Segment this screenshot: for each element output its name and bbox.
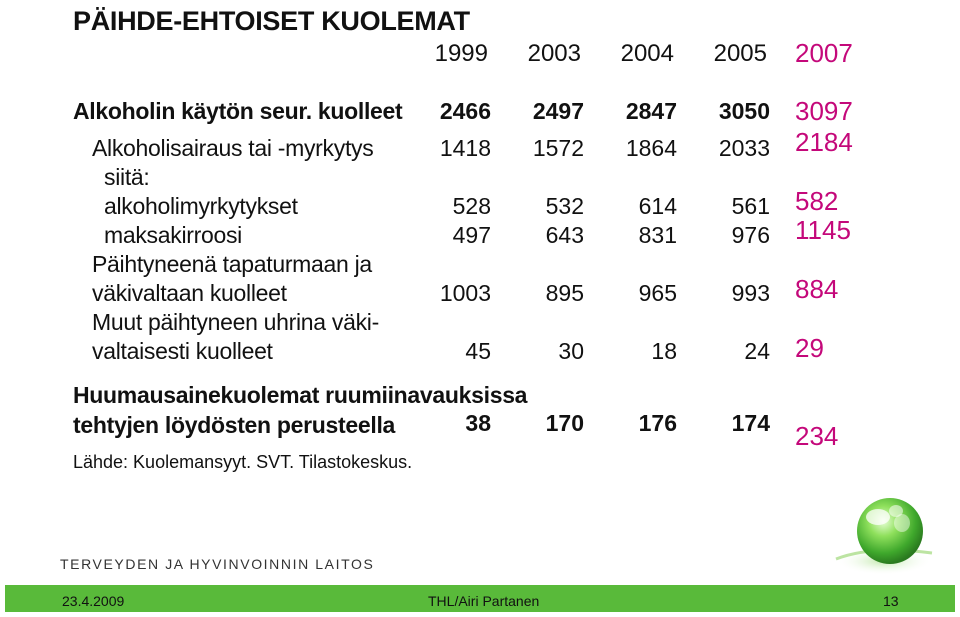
thl-green-sphere-logo-icon	[832, 493, 937, 581]
table-cell: 45	[465, 338, 491, 364]
table-cell: 993	[731, 280, 770, 306]
table-cell: 1003	[439, 280, 491, 306]
table-cell: 170	[545, 410, 584, 436]
table-cell: 2033	[718, 135, 770, 161]
row-label: maksakirroosi	[104, 222, 242, 248]
table-cell: 895	[545, 280, 584, 306]
table-cell: 38	[465, 410, 491, 436]
table-cell: 965	[638, 280, 677, 306]
row-label: siitä:	[104, 164, 150, 190]
table-cell: 528	[452, 193, 491, 219]
table-cell: 643	[545, 222, 584, 248]
table-cell-2007: 582	[795, 186, 839, 216]
year-header-1999: 1999	[434, 40, 488, 67]
table-cell: 497	[452, 222, 491, 248]
table-cell-2007: 234	[795, 421, 839, 451]
slide-title: PÄIHDE-EHTOISET KUOLEMAT	[73, 6, 470, 36]
table-cell: 30	[558, 338, 584, 364]
table-cell-2007: 3097	[795, 96, 853, 126]
table-cell: 2847	[625, 98, 677, 124]
table-cell: 532	[545, 193, 584, 219]
table-cell: 18	[651, 338, 677, 364]
row-label: Huumausainekuolemat ruumiinavauksissa	[73, 382, 528, 408]
year-header-2007: 2007	[795, 38, 853, 68]
year-header-2004: 2004	[620, 40, 674, 67]
row-label: valtaisesti kuolleet	[92, 338, 273, 364]
table-cell: 176	[638, 410, 677, 436]
organization-name: TERVEYDEN JA HYVINVOINNIN LAITOS	[60, 556, 375, 572]
table-cell: 2466	[439, 98, 491, 124]
table-cell: 1864	[625, 135, 677, 161]
row-label: Alkoholisairaus tai -myrkytys	[92, 135, 374, 161]
table-cell: 1572	[532, 135, 584, 161]
row-label: alkoholimyrkytykset	[104, 193, 298, 219]
table-cell: 1418	[439, 135, 491, 161]
table-cell: 24	[744, 338, 770, 364]
table-cell: 174	[731, 410, 770, 436]
row-label: Alkoholin käytön seur. kuolleet	[73, 98, 403, 124]
table-cell: 831	[638, 222, 677, 248]
row-label: Muut päihtyneen uhrina väki-	[92, 309, 379, 335]
footer-author: THL/Airi Partanen	[428, 593, 540, 609]
footer-page-number: 13	[883, 593, 899, 609]
table-cell: 2497	[532, 98, 584, 124]
row-label: väkivaltaan kuolleet	[92, 280, 287, 306]
table-cell-2007: 29	[795, 333, 824, 363]
table-cell: 3050	[718, 98, 770, 124]
row-label: tehtyjen löydösten perusteella	[73, 412, 396, 438]
table-cell-2007: 884	[795, 274, 839, 304]
table-cell: 976	[731, 222, 770, 248]
table-cell: 561	[731, 193, 770, 219]
year-header-2003: 2003	[527, 40, 581, 67]
footer-date: 23.4.2009	[62, 593, 125, 609]
row-label: Päihtyneenä tapaturmaan ja	[92, 251, 372, 277]
source-note: Lähde: Kuolemansyyt. SVT. Tilastokeskus.	[73, 452, 413, 472]
table-cell: 614	[638, 193, 677, 219]
table-cell-2007: 2184	[795, 127, 853, 157]
table-cell-2007: 1145	[795, 215, 851, 245]
year-header-2005: 2005	[713, 40, 767, 67]
